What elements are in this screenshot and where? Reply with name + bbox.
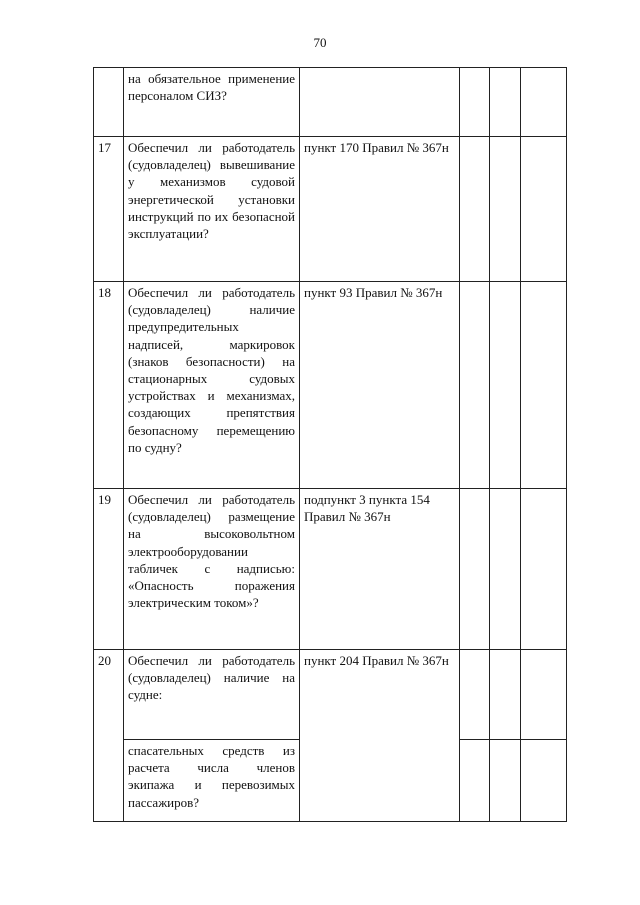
answer-na-cell	[521, 68, 567, 137]
row-number: 17	[94, 137, 124, 282]
norm-reference-cell	[300, 68, 460, 137]
answer-na-cell	[521, 489, 567, 650]
answer-yes-cell	[460, 489, 490, 650]
sub-question-cell: спасательных средств из расчета числа членов экипажа и перевозимых пассажиров?	[124, 740, 300, 822]
question-cell: Обеспечил ли работодатель (судовладелец) наличие на судне:	[124, 650, 300, 740]
question-cell: на обязательное применение персоналом СИЗ?	[124, 68, 300, 137]
answer-no-cell	[490, 282, 521, 489]
answer-yes-cell	[460, 137, 490, 282]
page-number: 70	[313, 35, 327, 50]
answer-na-cell	[521, 137, 567, 282]
row-number	[94, 68, 124, 137]
answer-no-cell	[490, 137, 521, 282]
question-cell: Обеспечил ли работодатель (судовладелец) размещение на высоковольтном электрооборудовании табличек с надписью: «Опасность поражения электрическим током»?	[124, 489, 300, 650]
answer-no-cell	[490, 489, 521, 650]
answer-na-cell	[521, 740, 567, 822]
norm-reference-cell: подпункт 3 пункта 154 Правил № 367н	[300, 489, 460, 650]
answer-na-cell	[521, 650, 567, 740]
row-number: 18	[94, 282, 124, 489]
answer-yes-cell	[460, 68, 490, 137]
table-row	[94, 282, 567, 489]
answer-no-cell	[490, 68, 521, 137]
table-row	[94, 68, 567, 137]
question-cell: Обеспечил ли работодатель (судовладелец) наличие предупредительных надписей, маркировок (знаков безопасности) на стационарных судовых устройствах и механизмах, создающих препятствия безопасному перемещению по судну?	[124, 282, 300, 489]
norm-reference-cell: пункт 204 Правил № 367н	[300, 650, 460, 822]
answer-yes-cell	[460, 282, 490, 489]
norm-reference-cell: пункт 170 Правил № 367н	[300, 137, 460, 282]
answer-na-cell	[521, 282, 567, 489]
answer-yes-cell	[460, 740, 490, 822]
answer-no-cell	[490, 740, 521, 822]
row-number: 20	[94, 650, 124, 822]
table-row	[94, 650, 567, 740]
table-row	[94, 137, 567, 282]
question-cell: Обеспечил ли работодатель (судовладелец) вывешивание у механизмов судовой энергетической установки инструкций по их безопасной эксплуатации?	[124, 137, 300, 282]
answer-yes-cell	[460, 650, 490, 740]
row-number: 19	[94, 489, 124, 650]
checklist-table	[93, 67, 567, 822]
answer-no-cell	[490, 650, 521, 740]
table-row	[94, 489, 567, 650]
norm-reference-cell: пункт 93 Правил № 367н	[300, 282, 460, 489]
